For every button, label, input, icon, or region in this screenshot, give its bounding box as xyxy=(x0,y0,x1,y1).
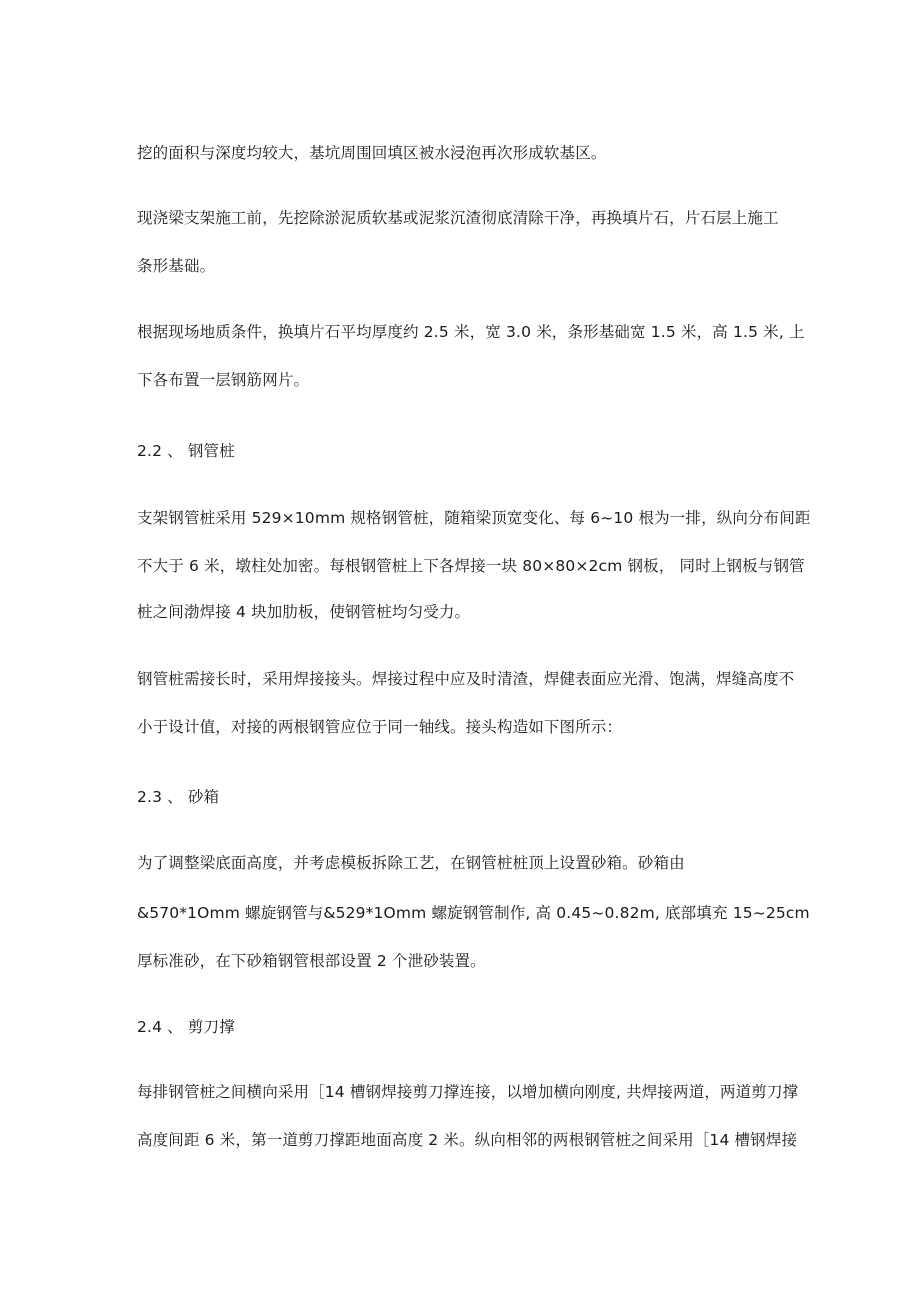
paragraph-5-line-2: 小于设计值，对接的两根钢管应位于同一轴线。接头构造如下图所示： xyxy=(137,718,623,736)
paragraph-3-line-2: 下各布置一层钢筋网片。 xyxy=(137,371,310,389)
paragraph-2-line-2: 条形基础。 xyxy=(137,257,216,275)
paragraph-6-line-3: 厚标准砂，在下砂箱钢管根部设置 2 个泄砂装置。 xyxy=(137,952,486,970)
section-heading-2-3: 2.3 、 砂箱 xyxy=(137,788,220,806)
paragraph-4-line-3: 桩之间渤焊接 4 块加肋板，使钢管桩均匀受力。 xyxy=(137,603,471,621)
section-heading-2-2: 2.2 、 钢管桩 xyxy=(137,442,235,460)
paragraph-4-line-1: 支架钢管桩采用 529×10mm 规格钢管桩，随箱梁顶宽变化、每 6~10 根为一排，纵向分布间距 xyxy=(137,509,811,527)
paragraph-6-line-2: &570*1Omm 螺旋钢管与&529*1Omm 螺旋钢管制作, 高 0.45~0.82m, 底部填充 15~25cm xyxy=(137,904,810,922)
paragraph-4-line-2: 不大于 6 米，墩柱处加密。每根钢管桩上下各焊接一块 80×80×2cm 钢板， 同时上钢板与钢管 xyxy=(137,557,805,575)
paragraph-1-line-1: 挖的面积与深度均较大，基坑周围回填区被水浸泡再次形成软基区。 xyxy=(137,144,607,162)
paragraph-6-line-1: 为了调整梁底面高度，并考虑模板拆除工艺，在钢管桩桩顶上设置砂箱。砂箱由 xyxy=(137,854,685,872)
paragraph-5-line-1: 钢管桩需接长时，采用焊接接头。焊接过程中应及时清渣，焊健表面应光滑、饱满，焊缝高度不 xyxy=(137,670,795,688)
paragraph-7-line-2: 高度间距 6 米，第一道剪刀撑距地面高度 2 米。纵向相邻的两根钢管桩之间采用［14 槽钢焊接 xyxy=(137,1131,798,1149)
paragraph-2-line-1: 现浇梁支架施工前，先挖除淤泥质软基或泥浆沉渣彻底清除干净，再换填片石，片石层上施工 xyxy=(137,209,779,227)
paragraph-7-line-1: 每排钢管桩之间横向采用［14 槽钢焊接剪刀撑连接，以增加横向刚度, 共焊接两道，两道剪刀撑 xyxy=(137,1083,799,1101)
paragraph-3-line-1: 根据现场地质条件，换填片石平均厚度约 2.5 米，宽 3.0 米，条形基础宽 1.5 米，高 1.5 米, 上 xyxy=(137,323,805,341)
section-heading-2-4: 2.4 、 剪刀撑 xyxy=(137,1018,235,1036)
